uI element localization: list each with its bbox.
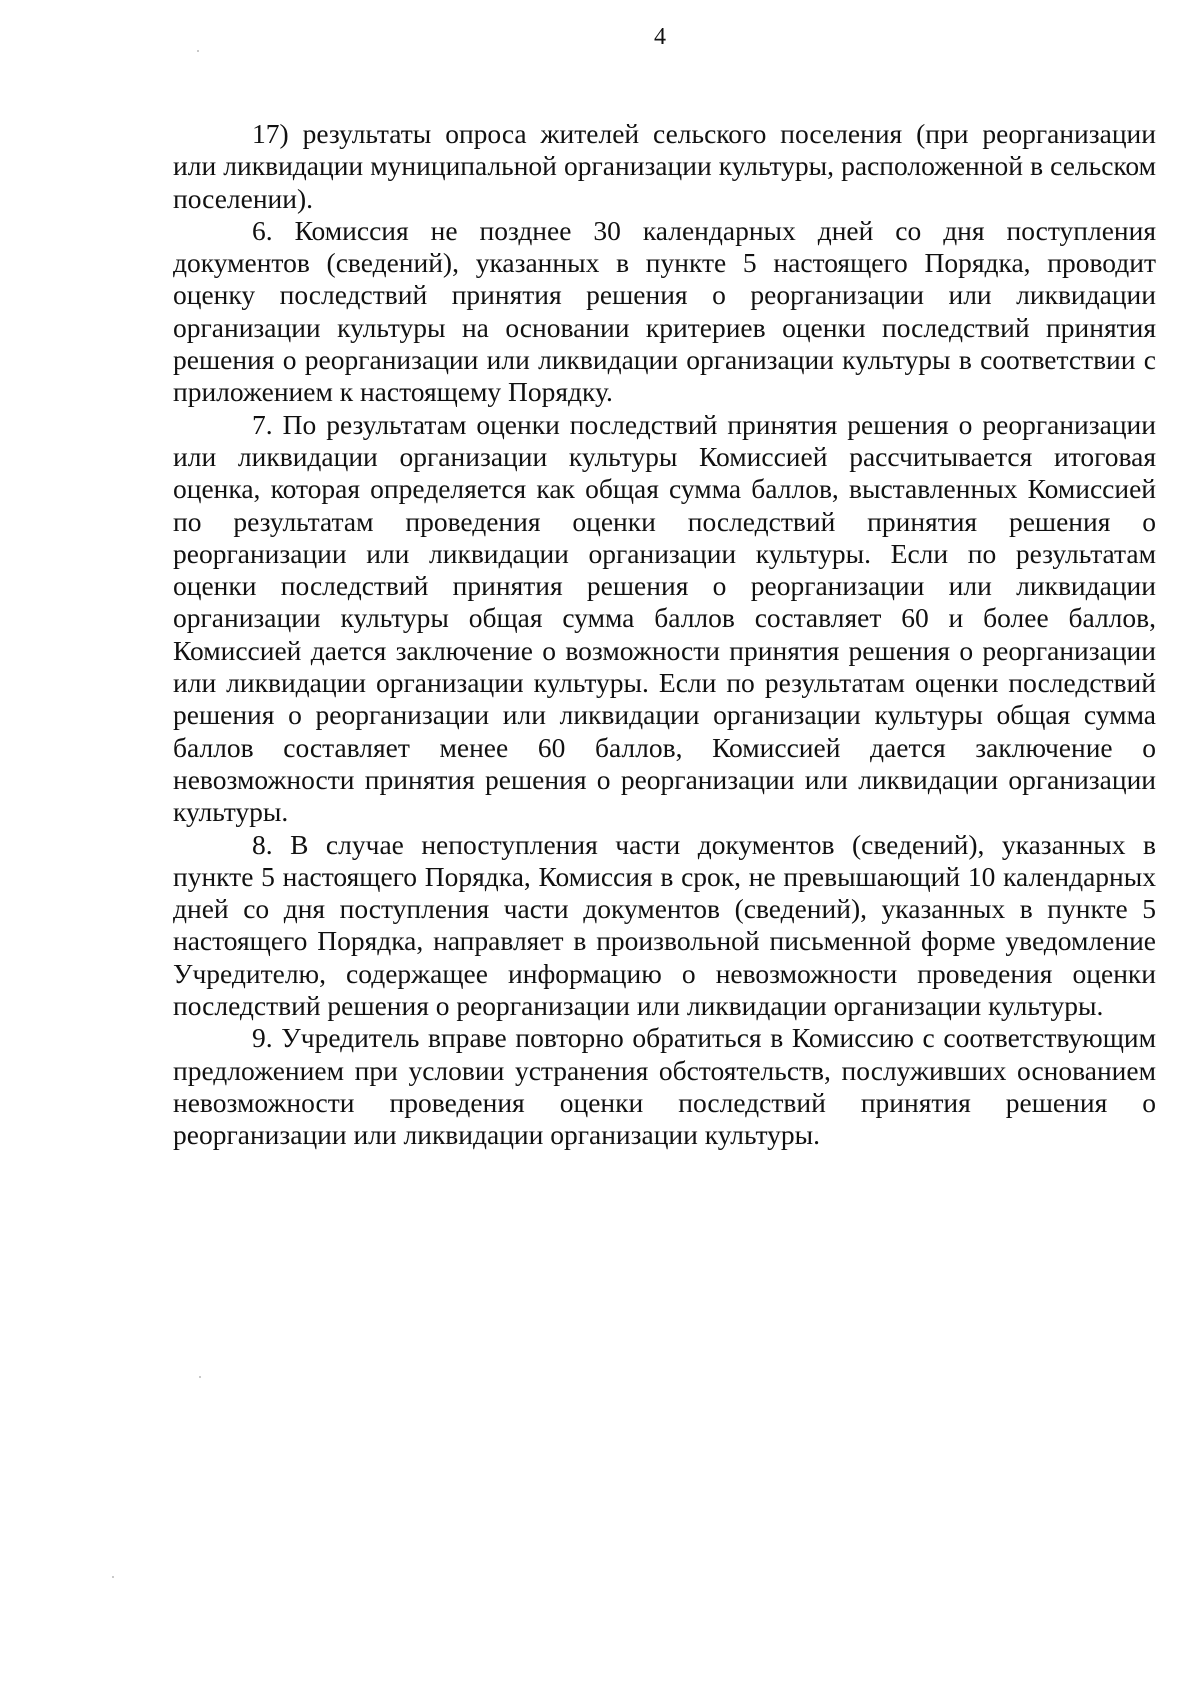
paragraph-clause-6: 6. Комиссия не позднее 30 календарных дней со дня поступления документов (сведений), указанных в пункте 5 настоящего Порядка, проводит оценку последствий принятия решения о реорганизации или ликвидации организации культуры на основании критериев оценки последствий принятия решения о реорганизации или ликвидации организации культуры в соответствии с приложением к настоящему Порядку. xyxy=(173,214,1156,408)
scan-speck xyxy=(112,1576,114,1578)
scan-speck xyxy=(199,1376,201,1378)
page-number: 4 xyxy=(654,24,666,50)
scan-speck xyxy=(197,50,199,52)
paragraph-clause-8: 8. В случае непоступления части документов (сведений), указанных в пункте 5 настоящего Порядка, Комиссия в срок, не превышающий 10 календарных дней со дня поступления части документов (сведений), указанных в пункте 5 настоящего Порядка, направляет в произвольной письменной форме уведомление Учредителю, содержащее информацию о невозможности проведения оценки последствий решения о реорганизации или ликвидации организации культуры. xyxy=(173,828,1156,1022)
document-body xyxy=(173,118,1156,1152)
paragraph-clause-9: 9. Учредитель вправе повторно обратиться в Комиссию с соответствующим предложением при условии устранения обстоятельств, послуживших основанием невозможности проведения оценки последствий принятия решения о реорганизации или ликвидации организации культуры. xyxy=(173,1022,1156,1151)
paragraph-clause-7: 7. По результатам оценки последствий принятия решения о реорганизации или ликвидации организации культуры Комиссией рассчитывается итоговая оценка, которая определяется как общая сумма баллов, выставленных Комиссией по результатам проведения оценки последствий принятия решения о реорганизации или ликвидации организации культуры. Если по результатам оценки последствий принятия решения о реорганизации или ликвидации организации культуры общая сумма баллов составляет 60 и более баллов, Комиссией дается заключение о возможности принятия решения о реорганизации или ликвидации организации культуры. Если по результатам оценки последствий решения о реорганизации или ликвидации организации культуры общая сумма баллов составляет менее 60 баллов, Комиссией дается заключение о невозможности принятия решения о реорганизации или ликвидации организации культуры. xyxy=(173,408,1156,828)
paragraph-item-17: 17) результаты опроса жителей сельского поселения (при реорганизации или ликвидации муниципальной организации культуры, расположенной в сельском поселении). xyxy=(173,118,1156,214)
